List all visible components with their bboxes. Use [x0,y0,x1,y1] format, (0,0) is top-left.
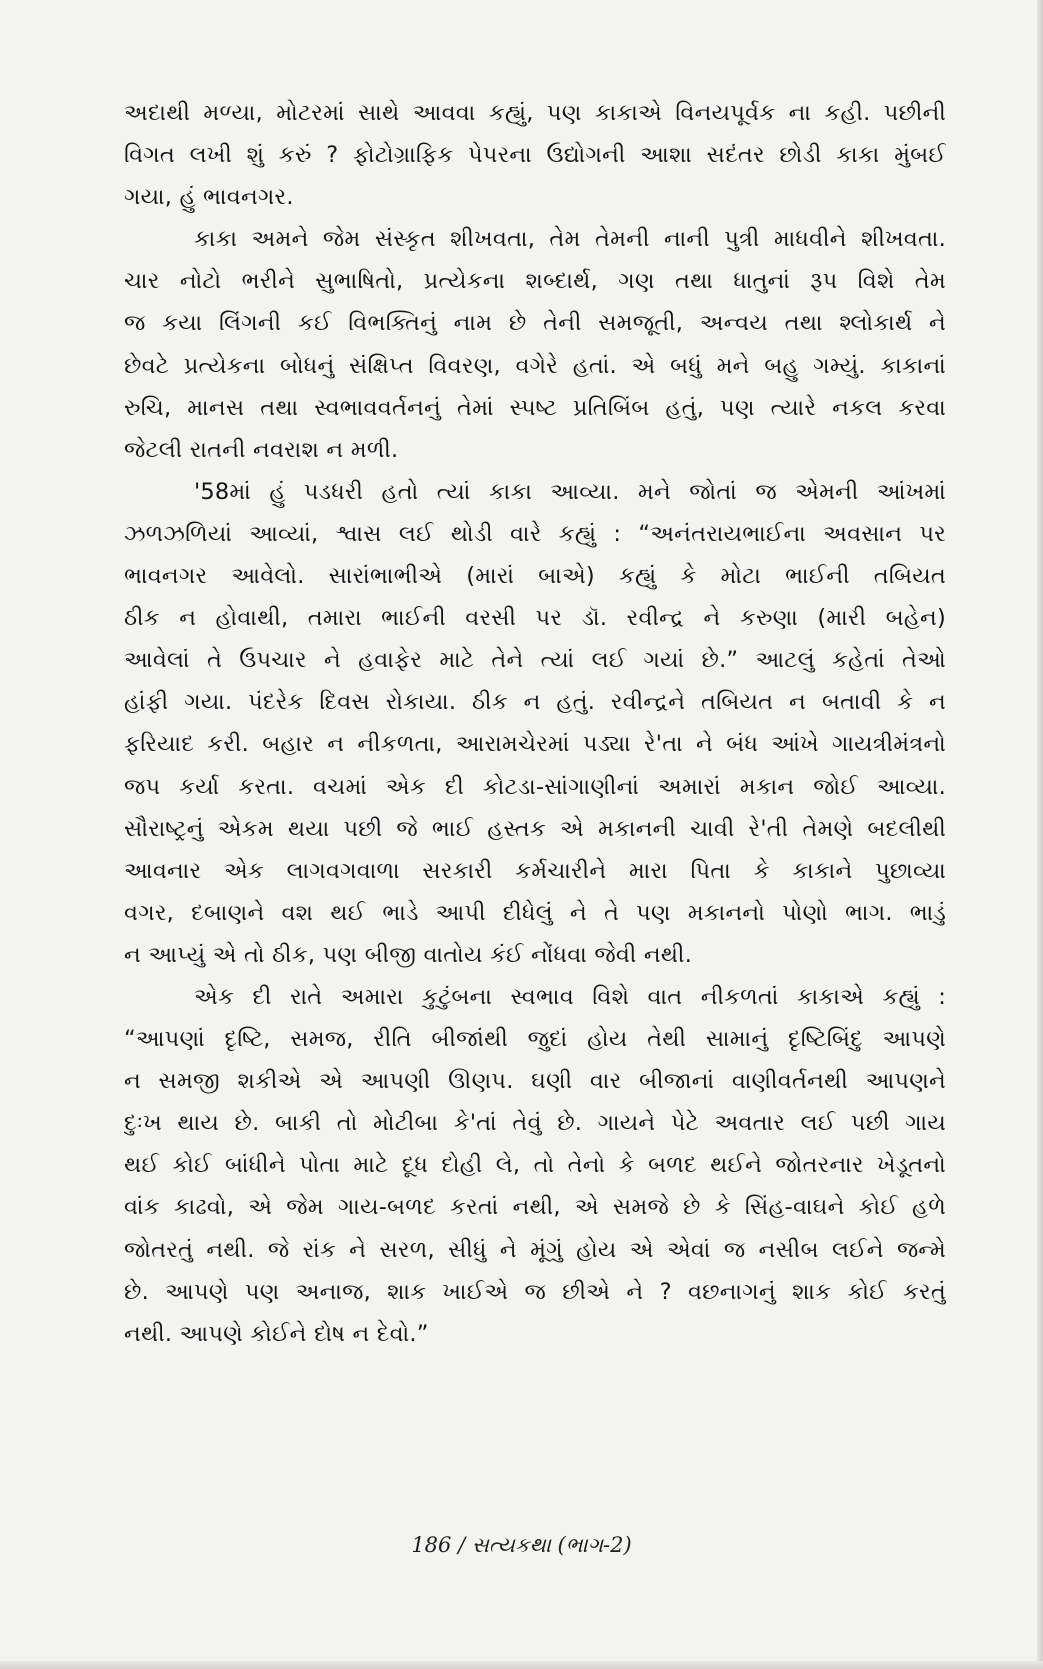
text-line: ચાર નોટો ભરીને સુભાષિતો, પ્રત્યેકના શબ્દાર્થ, ગણ તથા ધાતુનાં રૂપ વિશે તેમ [124,268,946,295]
text-line: જોતરતું નથી. જે રાંક ને સરળ, સીધું ને મૂંગું હોય એ એવાં જ નસીબ લઈને જન્મે [124,1236,946,1263]
text-line: રુચિ, માનસ તથા સ્વભાવવર્તનનું તેમાં સ્પષ્ટ પ્રતિબિંબ હતું, પણ ત્યારે નકલ કરવા [124,394,946,421]
text-line: જ કયા લિંગની કઈ વિભક્તિનું નામ છે તેની સમજૂતી, અન્વય તથા શ્લોકાર્થ ને [124,310,946,337]
text-line: છે. આપણે પણ અનાજ, શાક ખાઈએ જ છીએ ને ? વછનાગનું શાક કોઈ કરતું [124,1278,946,1305]
text-line: કાકા અમને જેમ સંસ્કૃત શીખવતા, તેમ તેમની નાની પુત્રી માધવીને શીખવતા. [194,226,946,253]
text-line: '58માં હું પડધરી હતો ત્યાં કાકા આવ્યા. મને જોતાં જ એમની આંખમાં [194,478,946,505]
paragraph [124,976,946,1355]
text-line: ભાવનગર આવેલો. સારાંભાભીએ (મારાં બાએ) કહ્યું કે મોટા ભાઈની તબિયત [124,563,946,590]
scan-edge-bottom [0,1661,1043,1669]
text-line: દુઃખ થાય છે. બાકી તો મોટીબા કે'તાં તેવું છે. ગાયને પેટે અવતાર લઈ પછી ગાય [124,1110,946,1137]
text-line: ન સમજી શકીએ એ આપણી ઊણપ. ઘણી વાર બીજાનાં વાણીવર્તનથી આપણને [124,1068,946,1095]
text-line: વગર, દબાણને વશ થઈ ભાડે આપી દીધેલું ને તે પણ મકાનનો પોણો ભાગ. ભાડું [124,899,946,926]
text-line: આવેલાં તે ઉપચાર ને હવાફેર માટે તેને ત્યાં લઈ ગયાં છે.” આટલું કહેતાં તેઓ [124,647,946,674]
text-line: ગયા, હું ભાવનગર. [124,184,294,211]
scan-edge-right [1037,0,1043,1669]
text-line: “આપણાં દૃષ્ટિ, સમજ, રીતિ બીજાંથી જુદાં હોય તેથી સામાનું દૃષ્ટિબિંદુ આપણે [124,1026,946,1053]
paragraph [124,92,946,218]
page-footer: 186 / સત્યકથા (ભાગ-2) [411,1533,632,1557]
text-line: ઝળઝળિયાં આવ્યાં, શ્વાસ લઈ થોડી વારે કહ્યું : “અનંતરાયભાઈના અવસાન પર [124,520,946,547]
text-line: છેવટે પ્રત્યેકના બોધનું સંક્ષિપ્ત વિવરણ, વગેરે હતાં. એ બધું મને બહુ ગમ્યું. કાકાનાં [124,352,946,379]
text-line: હાંફી ગયા. પંદરેક દિવસ રોકાયા. ઠીક ન હતું. રવીન્દ્રને તબિયત ન બતાવી કે ન [124,689,946,716]
text-line: આવનાર એક લાગવગવાળા સરકારી કર્મચારીને મારા પિતા કે કાકાને પુછાવ્યા [124,857,946,884]
paragraph [124,471,946,976]
text-line: અદાથી મળ્યા, મોટરમાં સાથે આવવા કહ્યું, પણ કાકાએ વિનયપૂર્વક ના કહી. પછીની [124,100,946,126]
text-line: સૌરાષ્ટ્રનું એકમ થયા પછી જે ભાઈ હસ્તક એ મકાનની ચાવી રે'તી તેમણે બદલીથી [124,815,946,842]
text-line: વાંક કાઢવો, એ જેમ ગાય-બળદ કરતાં નથી, એ સમજે છે કે સિંહ-વાઘને કોઈ હળે [124,1194,946,1221]
text-line: જપ કર્યા કરતા. વચમાં એક દી કોટડા-સાંગાણીનાં અમારાં મકાન જોઈ આવ્યા. [124,773,946,800]
text-line: ઠીક ન હોવાથી, તમારા ભાઈની વરસી પર ડૉ. રવીન્દ્ર ને કરુણા (મારી બહેન) [124,605,946,632]
text-line: જેટલી રાતની નવરાશ ન મળી. [124,436,399,463]
page-body-text [124,92,946,1355]
text-line: વિગત લખી શું કરું ? ફોટોગ્રાફિક પેપરના ઉદ્યોગની આશા સદંતર છોડી કાકા મુંબઈ [124,142,946,169]
text-line: ફરિયાદ કરી. બહાર ન નીકળતા, આરામચેરમાં પડ્યા રે'તા ને બંધ આંખે ગાયત્રીમંત્રનો [124,731,946,758]
text-line: એક દી રાતે અમારા કુટુંબના સ્વભાવ વિશે વાત નીકળતાં કાકાએ કહ્યું : [194,983,946,1010]
text-line: ન આપ્યું એ તો ઠીક, પણ બીજી વાતોય કંઈ નોંધવા જેવી નથી. [124,941,693,968]
text-line: થઈ કોઈ બાંધીને પોતા માટે દૂધ દોહી લે, તો તેનો કે બળદ થઈને જોતરનાર ખેડૂતનો [124,1152,946,1179]
text-line: નથી. આપણે કોઈને દોષ ન દેવો.” [124,1320,429,1347]
paragraph [124,218,946,471]
